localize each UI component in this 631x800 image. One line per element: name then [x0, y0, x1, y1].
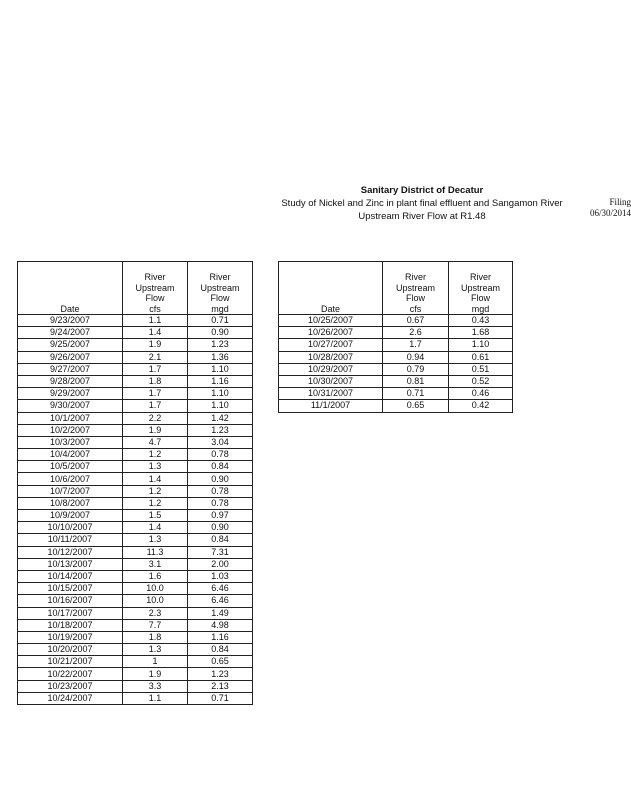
mgd-cell: 0.43 [449, 315, 513, 327]
cfs-cell: 1.2 [123, 485, 188, 497]
table-row [18, 388, 253, 400]
report-header [262, 184, 582, 223]
table-row [279, 327, 513, 339]
table-row [18, 400, 253, 412]
table-row [18, 497, 253, 509]
cfs-cell: 1.7 [123, 363, 188, 375]
date-cell: 10/12/2007 [18, 546, 123, 558]
mgd-cell: 1.23 [188, 424, 253, 436]
date-cell: 10/31/2007 [279, 388, 383, 400]
date-cell: 10/23/2007 [18, 680, 123, 692]
cfs-cell: 3.1 [123, 558, 188, 570]
date-cell: 10/14/2007 [18, 570, 123, 582]
table-row [18, 668, 253, 680]
table-row [279, 315, 513, 327]
mgd-cell: 1.10 [188, 388, 253, 400]
date-cell: 9/27/2007 [18, 363, 123, 375]
date-cell: 10/2/2007 [18, 424, 123, 436]
cfs-cell: 0.81 [383, 375, 449, 387]
flow-table-left [17, 261, 253, 705]
date-cell: 10/11/2007 [18, 534, 123, 546]
mgd-cell: 1.36 [188, 351, 253, 363]
cfs-cell: 2.6 [383, 327, 449, 339]
table-row [18, 558, 253, 570]
mgd-cell: 0.46 [449, 388, 513, 400]
table-row [18, 534, 253, 546]
date-cell: 9/23/2007 [18, 315, 123, 327]
table-row [18, 436, 253, 448]
report-title: Sanitary District of Decatur [360, 185, 484, 196]
cfs-cell: 1.5 [123, 510, 188, 522]
date-cell: 10/4/2007 [18, 449, 123, 461]
mgd-cell: 1.42 [188, 412, 253, 424]
mgd-cell: 0.42 [449, 400, 513, 412]
cfs-cell: 1.7 [123, 388, 188, 400]
table-row [18, 644, 253, 656]
date-cell: 10/10/2007 [18, 522, 123, 534]
mgd-cell: 1.10 [188, 363, 253, 375]
date-cell: 10/21/2007 [18, 656, 123, 668]
date-cell: 10/8/2007 [18, 497, 123, 509]
mgd-cell: 0.90 [188, 327, 253, 339]
cfs-cell: 1.8 [123, 631, 188, 643]
cfs-cell: 1.7 [383, 339, 449, 351]
mgd-cell: 0.71 [188, 692, 253, 704]
cfs-cell: 1.4 [123, 473, 188, 485]
flow-table-right [278, 261, 513, 413]
mgd-cell: 0.65 [188, 656, 253, 668]
cfs-cell: 3.3 [123, 680, 188, 692]
cfs-cell: 1.9 [123, 668, 188, 680]
cfs-cell: 2.3 [123, 607, 188, 619]
mgd-cell: 3.04 [188, 436, 253, 448]
cfs-cell: 11.3 [123, 546, 188, 558]
mgd-column-header: River Upstream Flow mgd [188, 262, 253, 315]
table-row [18, 631, 253, 643]
table-row [18, 461, 253, 473]
date-cell: 10/16/2007 [18, 595, 123, 607]
date-cell: 10/20/2007 [18, 644, 123, 656]
cfs-column-header: River Upstream Flow cfs [123, 262, 188, 315]
filing-date: 06/30/2014 [590, 208, 631, 218]
cfs-cell: 1.4 [123, 522, 188, 534]
cfs-cell: 1.1 [123, 315, 188, 327]
table-row [279, 363, 513, 375]
cfs-cell: 0.65 [383, 400, 449, 412]
date-cell: 10/28/2007 [279, 351, 383, 363]
cfs-cell: 0.94 [383, 351, 449, 363]
date-cell: 10/27/2007 [279, 339, 383, 351]
mgd-cell: 0.71 [188, 315, 253, 327]
date-cell: 9/30/2007 [18, 400, 123, 412]
mgd-cell: 1.16 [188, 631, 253, 643]
mgd-cell: 7.31 [188, 546, 253, 558]
cfs-cell: 1.9 [123, 339, 188, 351]
cfs-cell: 2.2 [123, 412, 188, 424]
table-row [279, 375, 513, 387]
date-cell: 10/26/2007 [279, 327, 383, 339]
date-cell: 10/7/2007 [18, 485, 123, 497]
table-row [18, 449, 253, 461]
mgd-cell: 2.13 [188, 680, 253, 692]
table-row [18, 546, 253, 558]
date-column-header: Date [279, 262, 383, 315]
cfs-cell: 1.3 [123, 644, 188, 656]
table-row [18, 327, 253, 339]
table-header-row [18, 262, 253, 315]
cfs-cell: 1.3 [123, 461, 188, 473]
cfs-cell: 1.9 [123, 424, 188, 436]
mgd-cell: 0.61 [449, 351, 513, 363]
table-row [18, 424, 253, 436]
date-cell: 10/3/2007 [18, 436, 123, 448]
cfs-cell: 2.1 [123, 351, 188, 363]
table-row [18, 522, 253, 534]
table-row [18, 692, 253, 704]
date-cell: 10/15/2007 [18, 583, 123, 595]
date-cell: 9/28/2007 [18, 375, 123, 387]
cfs-cell: 0.67 [383, 315, 449, 327]
table-row [18, 473, 253, 485]
mgd-cell: 0.90 [188, 522, 253, 534]
report-subtitle: Study of Nickel and Zinc in plant final effluent and Sangamon River [281, 198, 563, 209]
table-row [18, 412, 253, 424]
table-row [279, 400, 513, 412]
mgd-cell: 0.84 [188, 461, 253, 473]
table-row [18, 570, 253, 582]
date-cell: 10/1/2007 [18, 412, 123, 424]
table-row [18, 375, 253, 387]
table-row [18, 607, 253, 619]
table-row [18, 656, 253, 668]
mgd-column-header: River Upstream Flow mgd [449, 262, 513, 315]
mgd-cell: 0.78 [188, 497, 253, 509]
mgd-cell: 0.84 [188, 534, 253, 546]
table-row [18, 339, 253, 351]
date-cell: 10/30/2007 [279, 375, 383, 387]
mgd-cell: 1.03 [188, 570, 253, 582]
mgd-cell: 1.23 [188, 668, 253, 680]
cfs-cell: 1.7 [123, 400, 188, 412]
table-row [279, 388, 513, 400]
date-cell: 10/19/2007 [18, 631, 123, 643]
date-cell: 10/9/2007 [18, 510, 123, 522]
table-row [18, 583, 253, 595]
table-row [18, 363, 253, 375]
mgd-cell: 0.51 [449, 363, 513, 375]
cfs-cell: 0.79 [383, 363, 449, 375]
mgd-cell: 6.46 [188, 595, 253, 607]
cfs-cell: 1.2 [123, 449, 188, 461]
cfs-cell: 1.4 [123, 327, 188, 339]
date-cell: 10/29/2007 [279, 363, 383, 375]
cfs-cell: 1.3 [123, 534, 188, 546]
mgd-cell: 1.23 [188, 339, 253, 351]
table-row [18, 485, 253, 497]
date-cell: 10/24/2007 [18, 692, 123, 704]
date-cell: 10/5/2007 [18, 461, 123, 473]
date-cell: 10/6/2007 [18, 473, 123, 485]
cfs-column-header: River Upstream Flow cfs [383, 262, 449, 315]
mgd-cell: 0.84 [188, 644, 253, 656]
cfs-cell: 0.71 [383, 388, 449, 400]
cfs-cell: 1.8 [123, 375, 188, 387]
date-cell: 10/25/2007 [279, 315, 383, 327]
mgd-cell: 1.49 [188, 607, 253, 619]
date-cell: 9/26/2007 [18, 351, 123, 363]
date-cell: 11/1/2007 [279, 400, 383, 412]
table-row [18, 510, 253, 522]
table-row [18, 315, 253, 327]
cfs-cell: 4.7 [123, 436, 188, 448]
mgd-cell: 2.00 [188, 558, 253, 570]
mgd-cell: 0.78 [188, 449, 253, 461]
report-subtitle-location: Upstream River Flow at R1.48 [358, 211, 486, 222]
cfs-cell: 10.0 [123, 583, 188, 595]
cfs-cell: 1.1 [123, 692, 188, 704]
date-cell: 10/17/2007 [18, 607, 123, 619]
mgd-cell: 0.78 [188, 485, 253, 497]
mgd-cell: 1.16 [188, 375, 253, 387]
filing-stamp [590, 197, 631, 219]
mgd-cell: 1.10 [188, 400, 253, 412]
cfs-cell: 1.2 [123, 497, 188, 509]
table-row [18, 680, 253, 692]
cfs-cell: 1 [123, 656, 188, 668]
mgd-cell: 0.97 [188, 510, 253, 522]
date-cell: 9/24/2007 [18, 327, 123, 339]
table-row [279, 351, 513, 363]
date-cell: 10/22/2007 [18, 668, 123, 680]
filing-label: Filing [609, 197, 631, 207]
mgd-cell: 4.98 [188, 619, 253, 631]
table-row [279, 339, 513, 351]
date-cell: 10/18/2007 [18, 619, 123, 631]
date-cell: 10/13/2007 [18, 558, 123, 570]
mgd-cell: 1.10 [449, 339, 513, 351]
cfs-cell: 10.0 [123, 595, 188, 607]
mgd-cell: 1.68 [449, 327, 513, 339]
date-cell: 9/25/2007 [18, 339, 123, 351]
date-cell: 9/29/2007 [18, 388, 123, 400]
mgd-cell: 0.52 [449, 375, 513, 387]
cfs-cell: 1.6 [123, 570, 188, 582]
table-row [18, 595, 253, 607]
table-row [18, 619, 253, 631]
mgd-cell: 0.90 [188, 473, 253, 485]
mgd-cell: 6.46 [188, 583, 253, 595]
date-column-header: Date [18, 262, 123, 315]
table-header-row [279, 262, 513, 315]
table-row [18, 351, 253, 363]
cfs-cell: 7.7 [123, 619, 188, 631]
